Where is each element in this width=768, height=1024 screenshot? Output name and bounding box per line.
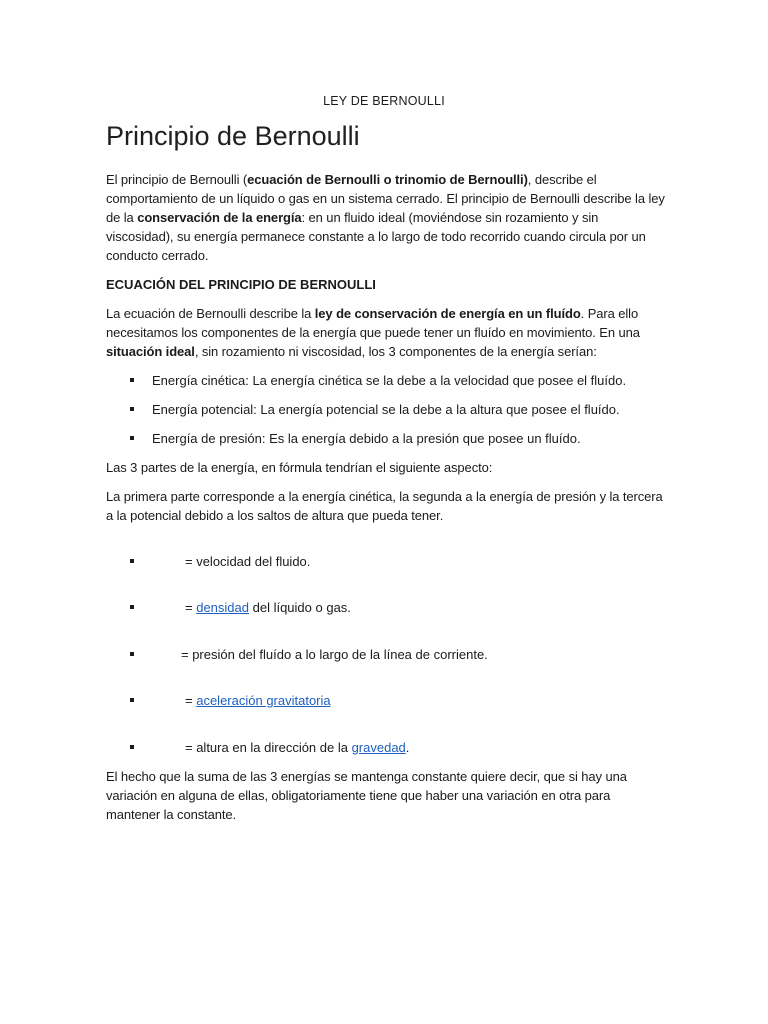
variable-definition [185,738,409,757]
equation-bold-2: situación ideal [106,344,195,359]
gravity-link[interactable]: gravedad [351,740,406,755]
intro-paragraph [106,170,666,265]
square-bullet-icon [130,378,134,382]
square-bullet-icon [130,745,134,749]
section-heading: ECUACIÓN DEL PRINCIPIO DE BERNOULLI [106,277,376,292]
equation-text-2: . Para ello necesitamos los componentes de la energía que puede tener un fluído en movimiento. En una [106,306,640,340]
intro-text-2: , describe el comportamiento de un líquido o gas en un sistema cerrado. El principio de Bernoulli describe la ley de la [106,172,665,225]
document-header: LEY DE BERNOULLI [323,94,445,108]
equation-text-1: La ecuación de Bernoulli describe la [106,306,315,321]
equation-text-3: , sin rozamiento ni viscosidad, los 3 componentes de la energía serían: [194,344,597,359]
square-bullet-icon [130,559,134,563]
conclusion-paragraph: El hecho que la suma de las 3 energías se mantenga constante quiere decir, que si hay una variación en alguna de ellas, obligatoriamente tiene que haber una variación en otra para mantener la constante. [106,769,627,822]
list-item-text: Energía de presión: Es la energía debido a la presión que posee un fluído. [152,431,581,446]
page-title: Principio de Bernoulli [106,121,360,151]
variable-definition [185,598,351,617]
square-bullet-icon [130,605,134,609]
variable-definition [185,552,310,571]
variable-text-before: = altura en la dirección de la [185,740,352,755]
variable-text-before: = velocidad del fluido. [185,554,311,569]
list-item-text: Energía cinética: La energía cinética se la debe a la velocidad que posee el fluído. [152,373,627,388]
variable-text-after: . [405,740,410,755]
square-bullet-icon [130,436,134,440]
variable-text-before: = [185,600,197,615]
variable-text-after: del líquido o gas. [249,600,351,615]
variable-text-before: = [185,693,197,708]
gravitational-acceleration-link[interactable]: aceleración gravitatoria [196,693,331,708]
intro-bold-2: conservación de la energía [137,210,302,225]
equation-paragraph [106,304,666,361]
variable-definition [185,691,331,710]
square-bullet-icon [130,407,134,411]
formula-intro: Las 3 partes de la energía, en fórmula tendrían el siguiente aspecto: [106,460,493,475]
variable-definition [181,645,488,664]
square-bullet-icon [130,698,134,702]
square-bullet-icon [130,652,134,656]
equation-bold-1: ley de conservación de energía en un fluído [314,306,581,321]
intro-text-1: El principio de Bernoulli ( [106,172,248,187]
intro-text-3: : en un fluido ideal (moviéndose sin rozamiento y sin viscosidad), su energía permanece constante a lo largo de todo recorrido cuando circula por un conducto cerrado. [106,210,646,263]
density-link[interactable]: densidad [196,600,249,615]
intro-bold-1: ecuación de Bernoulli o trinomio de Bernoulli) [247,172,528,187]
variable-text-before: = presión del fluído a lo largo de la línea de corriente. [181,647,488,662]
list-item-text: Energía potencial: La energía potencial se la debe a la altura que posee el fluído. [152,402,620,417]
parts-paragraph: La primera parte corresponde a la energía cinética, la segunda a la energía de presión y la tercera a la potencial debido a los saltos de altura que pueda tener. [106,489,663,523]
